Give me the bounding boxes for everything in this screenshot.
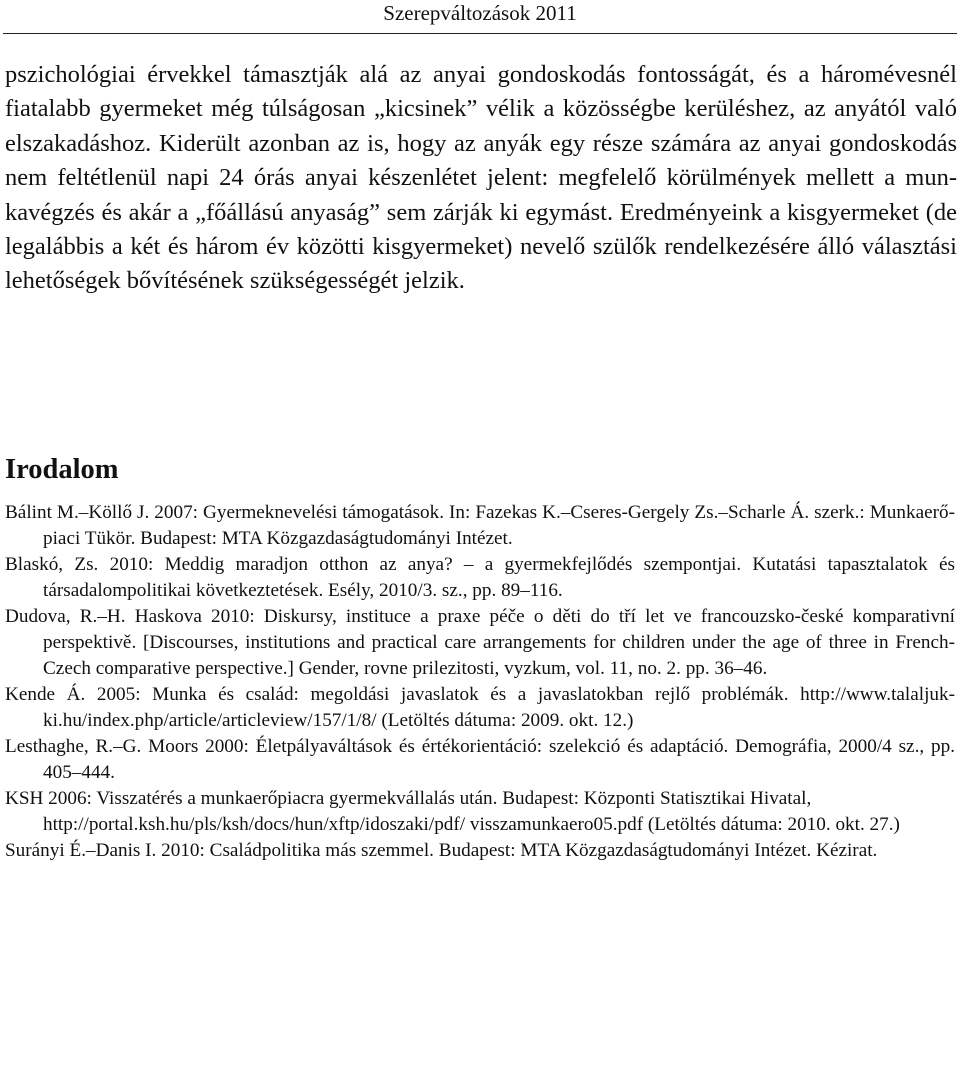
body-paragraph: pszichológiai érvekkel támasztják alá az anyai gondoskodás fontosságát, és a háromévesnél fiatalabb gyermeket még túlságosan „kicsinek” vélik a közösségbe kerüléshez, az anyától való elszakadáshoz. Kiderült azonban az is, hogy az anyák egy része számára az anyai gondoskodás nem feltétlenül napi 24 órás anyai készenlétet jelent: megfelelő körülmények mellett a munkavégzés és akár a „főállású anyaság” sem zárják ki egymást. Eredményeink a kisgyermeket (de legalábbis a két és három év közötti kisgyermeket) nevelő szülők rendelkezésére álló választási lehetőségek bővítésének szükségességét jelzik. bbox=[5, 61, 957, 295]
reference-entry: KSH 2006: Visszatérés a munkaerőpiacra gyermekvállalás után. Budapest: Központi Statisztikai Hivatal, http://portal.ksh.hu/pls/ksh/docs/hun/xftp/idoszaki/pdf/ visszamunkaero05.pdf (Letöltés dátuma: 2010. okt. 27.) bbox=[5, 788, 900, 835]
header-rule bbox=[3, 33, 957, 34]
reference-entry: Blaskó, Zs. 2010: Meddig maradjon otthon az anya? – a gyermekfejlődés szempontjai. Kutatási tapasztalatok és társadalompolitikai következtetések. Esély, 2010/3. sz., pp. 89–116. bbox=[5, 554, 955, 601]
reference-entry: Bálint M.–Köllő J. 2007: Gyermeknevelési támogatások. In: Fazekas K.–Cseres-Gergely Zs.–Scharle Á. szerk.: Munkaerő-piaci Tükör. Budapest: MTA Közgazdaságtudományi Intézet. bbox=[5, 502, 955, 549]
reference-entry: Lesthaghe, R.–G. Moors 2000: Életpályaváltások és értékorientáció: szelekció és adaptáció. Demográfia, 2000/4 sz., pp. 405–444. bbox=[5, 736, 955, 783]
references-heading: Irodalom bbox=[5, 454, 119, 485]
reference-entry: Surányi É.–Danis I. 2010: Családpolitika más szemmel. Budapest: MTA Közgazdaságtudományi Intézet. Kézirat. bbox=[5, 840, 878, 861]
running-header: Szerepváltozások 2011 bbox=[383, 1, 577, 25]
reference-entry: Kende Á. 2005: Munka és család: megoldási javaslatok és a javaslatokban rejlő problémák. http://www.talaljuk-ki.hu/index.php/article/articleview/157/1/8/ (Letöltés dátuma: 2009. okt. 12.) bbox=[5, 684, 955, 731]
reference-list bbox=[5, 500, 955, 864]
reference-entry: Dudova, R.–H. Haskova 2010: Diskursy, instituce a praxe péče o děti do tří let ve francouzsko-české komparativní perspektivě. [Discourses, institutions and practical care arrangements for children under the age of three in French-Czech comparative perspective.] Gender, rovne prilezitosti, vyzkum, vol. 11, no. 2. pp. 36–46. bbox=[5, 606, 955, 679]
